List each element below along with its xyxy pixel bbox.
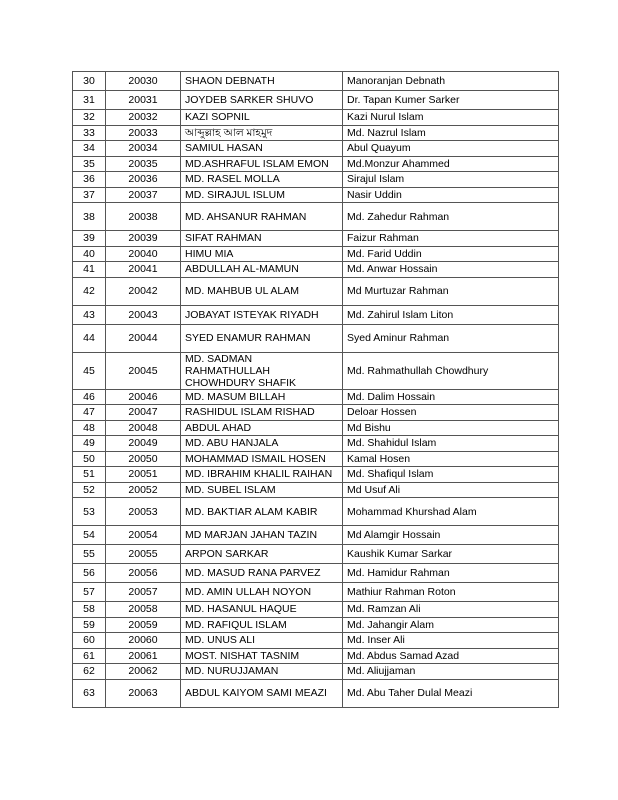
father-name-cell: Md Usuf Ali — [343, 482, 559, 498]
roll-cell: 20043 — [106, 305, 181, 324]
table-row — [73, 156, 559, 172]
roll-cell: 20032 — [106, 110, 181, 126]
roll-cell: 20054 — [106, 526, 181, 545]
serial-cell: 31 — [73, 91, 106, 110]
serial-cell: 48 — [73, 420, 106, 436]
father-name-cell: Md Murtuzar Rahman — [343, 277, 559, 305]
table-row — [73, 125, 559, 141]
roll-cell: 20060 — [106, 633, 181, 649]
table-row — [73, 602, 559, 618]
name-cell: JOYDEB SARKER SHUVO — [181, 91, 343, 110]
name-cell: ARPON SARKAR — [181, 545, 343, 564]
name-cell: SYED ENAMUR RAHMAN — [181, 324, 343, 352]
table-row — [73, 564, 559, 583]
father-name-cell: Nasir Uddin — [343, 187, 559, 203]
father-name-cell: Md. Zahedur Rahman — [343, 203, 559, 231]
student-list-table — [72, 71, 559, 708]
father-name-cell: Mohammad Khurshad Alam — [343, 498, 559, 526]
father-name-cell: Kaushik Kumar Sarkar — [343, 545, 559, 564]
roll-cell: 20053 — [106, 498, 181, 526]
roll-cell: 20040 — [106, 246, 181, 262]
table-row — [73, 141, 559, 157]
serial-cell: 58 — [73, 602, 106, 618]
serial-cell: 60 — [73, 633, 106, 649]
father-name-cell: Deloar Hossen — [343, 405, 559, 421]
father-name-cell: Kamal Hosen — [343, 451, 559, 467]
roll-cell: 20047 — [106, 405, 181, 421]
serial-cell: 52 — [73, 482, 106, 498]
name-cell: ABDULLAH AL-MAMUN — [181, 262, 343, 278]
table-body — [73, 72, 559, 708]
table-row — [73, 436, 559, 452]
name-cell: MD. RASEL MOLLA — [181, 172, 343, 188]
serial-cell: 45 — [73, 352, 106, 389]
name-cell: SIFAT RAHMAN — [181, 231, 343, 247]
name-cell: JOBAYAT ISTEYAK RIYADH — [181, 305, 343, 324]
table-row — [73, 467, 559, 483]
serial-cell: 43 — [73, 305, 106, 324]
roll-cell: 20058 — [106, 602, 181, 618]
roll-cell: 20031 — [106, 91, 181, 110]
roll-cell: 20039 — [106, 231, 181, 247]
serial-cell: 53 — [73, 498, 106, 526]
name-cell: MD.ASHRAFUL ISLAM EMON — [181, 156, 343, 172]
serial-cell: 38 — [73, 203, 106, 231]
table-row — [73, 648, 559, 664]
table-row — [73, 305, 559, 324]
serial-cell: 55 — [73, 545, 106, 564]
table-row — [73, 389, 559, 405]
table-row — [73, 420, 559, 436]
table-row — [73, 246, 559, 262]
table-row — [73, 583, 559, 602]
father-name-cell: Md. Anwar Hossain — [343, 262, 559, 278]
serial-cell: 47 — [73, 405, 106, 421]
father-name-cell: Syed Aminur Rahman — [343, 324, 559, 352]
serial-cell: 30 — [73, 72, 106, 91]
serial-cell: 59 — [73, 617, 106, 633]
roll-cell: 20055 — [106, 545, 181, 564]
roll-cell: 20062 — [106, 664, 181, 680]
serial-cell: 34 — [73, 141, 106, 157]
name-cell: MD. BAKTIAR ALAM KABIR — [181, 498, 343, 526]
roll-cell: 20061 — [106, 648, 181, 664]
serial-cell: 37 — [73, 187, 106, 203]
roll-cell: 20034 — [106, 141, 181, 157]
serial-cell: 50 — [73, 451, 106, 467]
father-name-cell: Md. Hamidur Rahman — [343, 564, 559, 583]
roll-cell: 20050 — [106, 451, 181, 467]
roll-cell: 20049 — [106, 436, 181, 452]
table-row — [73, 482, 559, 498]
name-cell: MD. IBRAHIM KHALIL RAIHAN — [181, 467, 343, 483]
serial-cell: 36 — [73, 172, 106, 188]
name-cell: MD MARJAN JAHAN TAZIN — [181, 526, 343, 545]
table-row — [73, 498, 559, 526]
name-cell: MD. MASUD RANA PARVEZ — [181, 564, 343, 583]
serial-cell: 40 — [73, 246, 106, 262]
father-name-cell: Sirajul Islam — [343, 172, 559, 188]
father-name-cell: Md. Nazrul Islam — [343, 125, 559, 141]
father-name-cell: Kazi Nurul Islam — [343, 110, 559, 126]
name-cell: MD. SIRAJUL ISLUM — [181, 187, 343, 203]
serial-cell: 56 — [73, 564, 106, 583]
name-cell: MD. UNUS ALI — [181, 633, 343, 649]
name-cell: SAMIUL HASAN — [181, 141, 343, 157]
father-name-cell: Md Alamgir Hossain — [343, 526, 559, 545]
name-cell: HIMU MIA — [181, 246, 343, 262]
table-row — [73, 451, 559, 467]
roll-cell: 20033 — [106, 125, 181, 141]
serial-cell: 63 — [73, 679, 106, 707]
serial-cell: 54 — [73, 526, 106, 545]
table-row — [73, 91, 559, 110]
roll-cell: 20036 — [106, 172, 181, 188]
table-row — [73, 231, 559, 247]
serial-cell: 33 — [73, 125, 106, 141]
father-name-cell: Md. Abu Taher Dulal Meazi — [343, 679, 559, 707]
roll-cell: 20038 — [106, 203, 181, 231]
father-name-cell: Md. Shahidul Islam — [343, 436, 559, 452]
table-row — [73, 352, 559, 389]
father-name-cell: Manoranjan Debnath — [343, 72, 559, 91]
name-cell: MD. ABU HANJALA — [181, 436, 343, 452]
table-row — [73, 526, 559, 545]
name-cell: MD. AHSANUR RAHMAN — [181, 203, 343, 231]
father-name-cell: Md. Aliujjaman — [343, 664, 559, 680]
table-row — [73, 679, 559, 707]
roll-cell: 20044 — [106, 324, 181, 352]
father-name-cell: Md. Ramzan Ali — [343, 602, 559, 618]
table-row — [73, 664, 559, 680]
name-cell: MD. SUBEL ISLAM — [181, 482, 343, 498]
name-cell: MD. MASUM BILLAH — [181, 389, 343, 405]
name-cell: MD. SADMAN RAHMATHULLAH CHOWHDURY SHAFIK — [181, 352, 343, 389]
roll-cell: 20063 — [106, 679, 181, 707]
roll-cell: 20059 — [106, 617, 181, 633]
roll-cell: 20045 — [106, 352, 181, 389]
father-name-cell: Faizur Rahman — [343, 231, 559, 247]
serial-cell: 39 — [73, 231, 106, 247]
table-row — [73, 405, 559, 421]
table-row — [73, 72, 559, 91]
table-row — [73, 617, 559, 633]
table-row — [73, 633, 559, 649]
father-name-cell: Mathiur Rahman Roton — [343, 583, 559, 602]
roll-cell: 20057 — [106, 583, 181, 602]
table-row — [73, 187, 559, 203]
name-cell: MOHAMMAD ISMAIL HOSEN — [181, 451, 343, 467]
name-cell: RASHIDUL ISLAM RISHAD — [181, 405, 343, 421]
name-cell: MD. MAHBUB UL ALAM — [181, 277, 343, 305]
serial-cell: 44 — [73, 324, 106, 352]
roll-cell: 20051 — [106, 467, 181, 483]
father-name-cell: Md. Farid Uddin — [343, 246, 559, 262]
father-name-cell: Md. Abdus Samad Azad — [343, 648, 559, 664]
roll-cell: 20030 — [106, 72, 181, 91]
roll-cell: 20042 — [106, 277, 181, 305]
father-name-cell: Dr. Tapan Kumer Sarker — [343, 91, 559, 110]
roll-cell: 20035 — [106, 156, 181, 172]
table-row — [73, 545, 559, 564]
serial-cell: 51 — [73, 467, 106, 483]
father-name-cell: Md. Inser Ali — [343, 633, 559, 649]
father-name-cell: Md. Shafiqul Islam — [343, 467, 559, 483]
father-name-cell: Md.Monzur Ahammed — [343, 156, 559, 172]
name-cell: MD. AMIN ULLAH NOYON — [181, 583, 343, 602]
table-row — [73, 172, 559, 188]
father-name-cell: Md. Jahangir Alam — [343, 617, 559, 633]
roll-cell: 20037 — [106, 187, 181, 203]
serial-cell: 32 — [73, 110, 106, 126]
serial-cell: 57 — [73, 583, 106, 602]
serial-cell: 42 — [73, 277, 106, 305]
table-row — [73, 110, 559, 126]
father-name-cell: Md. Rahmathullah Chowdhury — [343, 352, 559, 389]
serial-cell: 61 — [73, 648, 106, 664]
name-cell: ABDUL KAIYOM SAMI MEAZI — [181, 679, 343, 707]
roll-cell: 20052 — [106, 482, 181, 498]
table-row — [73, 277, 559, 305]
father-name-cell: Md Bishu — [343, 420, 559, 436]
name-cell: KAZI SOPNIL — [181, 110, 343, 126]
serial-cell: 46 — [73, 389, 106, 405]
name-cell: আব্দুল্লাহ আল মাহমুদ — [181, 125, 343, 141]
roll-cell: 20046 — [106, 389, 181, 405]
table-row — [73, 262, 559, 278]
name-cell: ABDUL AHAD — [181, 420, 343, 436]
table-row — [73, 203, 559, 231]
table-row — [73, 324, 559, 352]
serial-cell: 49 — [73, 436, 106, 452]
father-name-cell: Md. Zahirul Islam Liton — [343, 305, 559, 324]
name-cell: MD. RAFIQUL ISLAM — [181, 617, 343, 633]
name-cell: MD. NURUJJAMAN — [181, 664, 343, 680]
roll-cell: 20041 — [106, 262, 181, 278]
serial-cell: 41 — [73, 262, 106, 278]
father-name-cell: Md. Dalim Hossain — [343, 389, 559, 405]
roll-cell: 20056 — [106, 564, 181, 583]
name-cell: MD. HASANUL HAQUE — [181, 602, 343, 618]
name-cell: MOST. NISHAT TASNIM — [181, 648, 343, 664]
serial-cell: 35 — [73, 156, 106, 172]
serial-cell: 62 — [73, 664, 106, 680]
roll-cell: 20048 — [106, 420, 181, 436]
name-cell: SHAON DEBNATH — [181, 72, 343, 91]
father-name-cell: Abul Quayum — [343, 141, 559, 157]
